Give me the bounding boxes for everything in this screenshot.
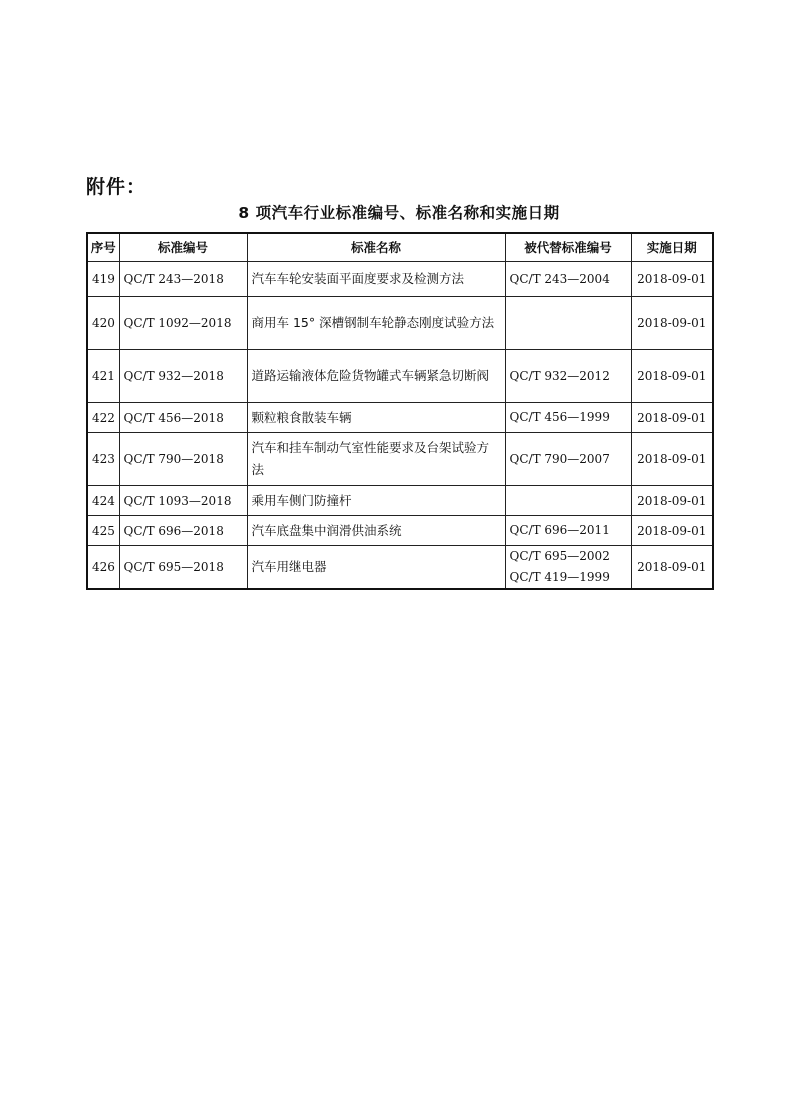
row-replaced — [505, 486, 631, 516]
table-row — [87, 516, 713, 546]
replaced-code: QC/T 243—2004 — [509, 271, 610, 286]
standards-table — [86, 232, 714, 590]
row-date: 2018-09-01 — [631, 546, 713, 590]
table-row — [87, 297, 713, 350]
header-date: 实施日期 — [631, 233, 713, 262]
row-date: 2018-09-01 — [631, 486, 713, 516]
replaced-code: QC/T 696—2011 — [509, 523, 610, 537]
replaced-code: QC/T 932—2012 — [509, 368, 610, 383]
row-no: 423 — [87, 433, 119, 486]
row-no: 425 — [87, 516, 119, 546]
row-no: 419 — [87, 262, 119, 297]
row-replaced — [505, 546, 631, 590]
replaced-code: QC/T 456—1999 — [509, 410, 610, 424]
row-replaced — [505, 403, 631, 433]
row-no: 420 — [87, 297, 119, 350]
replaced-code: QC/T 419—1999 — [509, 570, 610, 584]
row-name: 道路运输液体危险货物罐式车辆紧急切断阀 — [247, 350, 505, 403]
row-no: 422 — [87, 403, 119, 433]
table-row — [87, 262, 713, 297]
replaced-code: QC/T 695—2002 — [509, 549, 610, 563]
row-date: 2018-09-01 — [631, 350, 713, 403]
row-code: QC/T 932—2018 — [119, 350, 247, 403]
row-replaced — [505, 297, 631, 350]
row-name: 乘用车侧门防撞杆 — [247, 486, 505, 516]
row-date: 2018-09-01 — [631, 433, 713, 486]
replaced-code: QC/T 790—2007 — [509, 451, 610, 466]
table-header-row — [87, 233, 713, 262]
row-code: QC/T 456—2018 — [119, 403, 247, 433]
row-date: 2018-09-01 — [631, 297, 713, 350]
row-name: 商用车 15° 深槽钢制车轮静态刚度试验方法 — [247, 297, 505, 350]
row-replaced — [505, 516, 631, 546]
table-row — [87, 403, 713, 433]
row-code: QC/T 695—2018 — [119, 546, 247, 590]
row-no: 426 — [87, 546, 119, 590]
row-code: QC/T 1092—2018 — [119, 297, 247, 350]
table-row — [87, 486, 713, 516]
table-row — [87, 350, 713, 403]
row-date: 2018-09-01 — [631, 262, 713, 297]
table-title: 8 项汽车行业标准编号、标准名称和实施日期 — [238, 204, 560, 222]
header-no: 序号 — [87, 233, 119, 262]
row-name: 汽车和挂车制动气室性能要求及台架试验方法 — [247, 433, 505, 486]
row-replaced — [505, 433, 631, 486]
row-code: QC/T 790—2018 — [119, 433, 247, 486]
table-row — [87, 546, 713, 590]
row-replaced — [505, 262, 631, 297]
header-name: 标准名称 — [247, 233, 505, 262]
row-no: 424 — [87, 486, 119, 516]
attachment-label: 附件： — [86, 176, 147, 198]
row-code: QC/T 696—2018 — [119, 516, 247, 546]
row-code: QC/T 243—2018 — [119, 262, 247, 297]
row-date: 2018-09-01 — [631, 516, 713, 546]
row-date: 2018-09-01 — [631, 403, 713, 433]
row-code: QC/T 1093—2018 — [119, 486, 247, 516]
row-name: 汽车底盘集中润滑供油系统 — [247, 516, 505, 546]
row-name: 颗粒粮食散装车辆 — [247, 403, 505, 433]
header-replaced: 被代替标准编号 — [505, 233, 631, 262]
row-replaced — [505, 350, 631, 403]
table-row — [87, 433, 713, 486]
header-code: 标准编号 — [119, 233, 247, 262]
row-name: 汽车车轮安装面平面度要求及检测方法 — [247, 262, 505, 297]
row-name: 汽车用继电器 — [247, 546, 505, 590]
row-no: 421 — [87, 350, 119, 403]
